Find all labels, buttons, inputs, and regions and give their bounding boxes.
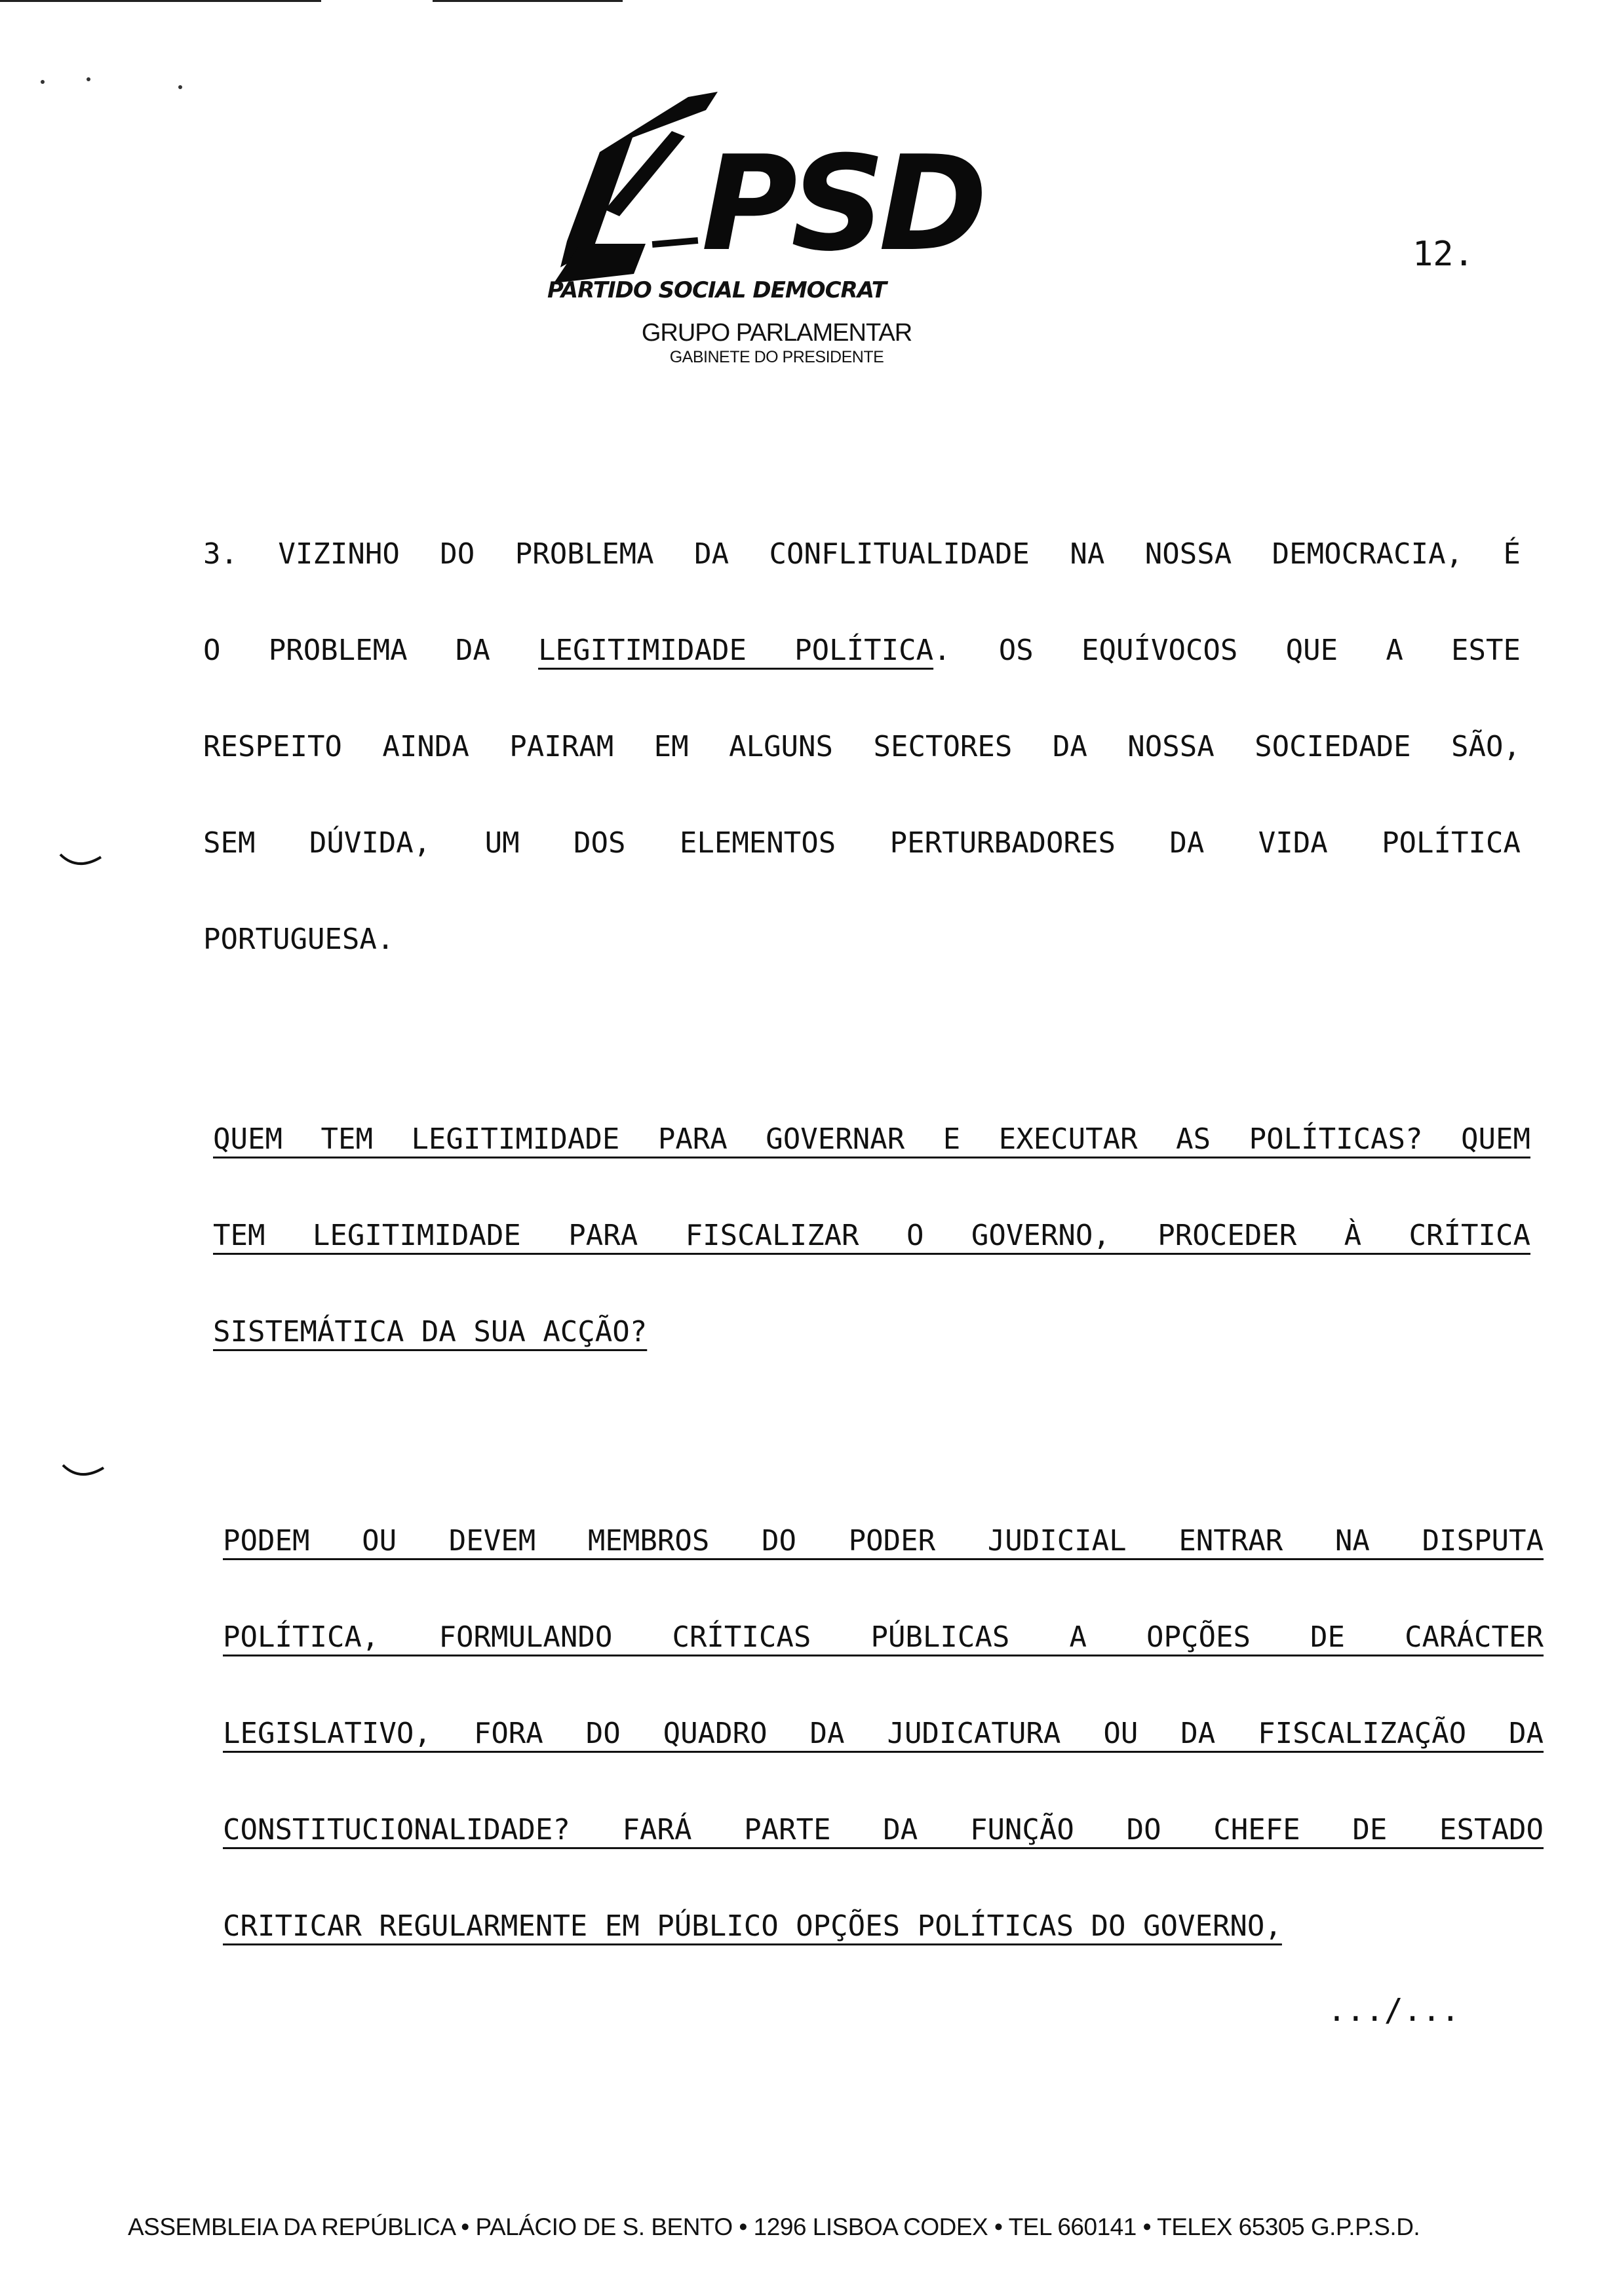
paragraph-line: POLÍTICA, FORMULANDO CRÍTICAS PÚBLICAS A OPÇÕES DE CARÁCTER (223, 1620, 1544, 1654)
questions-paragraph-1 (213, 1091, 1530, 1380)
paragraph-line: CONSTITUCIONALIDADE? FARÁ PARTE DA FUNÇÃO DO CHEFE DE ESTADO (223, 1813, 1544, 1846)
scan-speck (87, 77, 90, 81)
paragraph-line: PODEM OU DEVEM MEMBROS DO PODER JUDICIAL ENTRAR NA DISPUTA (223, 1524, 1544, 1558)
office-title: GABINETE DO PRESIDENTE (669, 347, 884, 366)
paragraph-line: RESPEITO AINDA PAIRAM EM ALGUNS SECTORES DA NOSSA SOCIEDADE SÃO, (203, 730, 1521, 763)
margin-check-mark-icon (60, 1463, 106, 1480)
questions-paragraph-2 (223, 1493, 1544, 1974)
paragraph-line: 3. VIZINHO DO PROBLEMA DA CONFLITUALIDADE NA NOSSA DEMOCRACIA, É (203, 537, 1521, 571)
underlined-term: LEGITIMIDADE POLÍTICA (538, 634, 934, 667)
paragraph-line: PORTUGUESA. (203, 923, 395, 956)
paragraph-line: SEM DÚVIDA, UM DOS ELEMENTOS PERTURBADORES DA VIDA POLÍTICA (203, 826, 1521, 860)
text-run: . OS EQUÍVOCOS QUE A ESTE (933, 634, 1521, 667)
margin-check-mark-icon (58, 852, 104, 869)
paragraph-line (203, 602, 1521, 698)
paragraph-line: CRITICAR REGULARMENTE EM PÚBLICO OPÇÕES POLÍTICAS DO GOVERNO, (223, 1909, 1282, 1943)
party-name: PARTIDO SOCIAL DEMOCRAT (547, 277, 886, 303)
page-footer: ASSEMBLEIA DA REPÚBLICA • PALÁCIO DE S. BENTO • 1296 LISBOA CODEX • TEL 660141 • TELEX 65305 G.P.P.S.D. (128, 2213, 1420, 2240)
page-number: 12. (1412, 235, 1474, 274)
scan-speck (41, 80, 45, 84)
logo-wordmark: PSD (701, 128, 981, 280)
paragraph-line: LEGISLATIVO, FORA DO QUADRO DA JUDICATURA OU DA FISCALIZAÇÃO DA (223, 1717, 1544, 1750)
paragraph-line: SISTEMÁTICA DA SUA ACÇÃO? (213, 1315, 648, 1349)
text-run: O PROBLEMA DA (203, 634, 539, 667)
paragraph-line: QUEM TEM LEGITIMIDADE PARA GOVERNAR E EXECUTAR AS POLÍTICAS? QUEM (213, 1122, 1530, 1156)
section-3-paragraph (203, 506, 1521, 987)
top-scan-rule (433, 0, 623, 2)
paragraph-line: TEM LEGITIMIDADE PARA FISCALIZAR O GOVERNO, PROCEDER À CRÍTICA (213, 1219, 1530, 1252)
parliamentary-group (531, 320, 1022, 367)
scan-speck (178, 85, 182, 89)
continuation-marker: .../... (1327, 1992, 1460, 2029)
top-scan-rule (0, 0, 321, 2)
psd-logo (534, 92, 1019, 308)
group-title: GRUPO PARLAMENTAR (641, 319, 912, 347)
